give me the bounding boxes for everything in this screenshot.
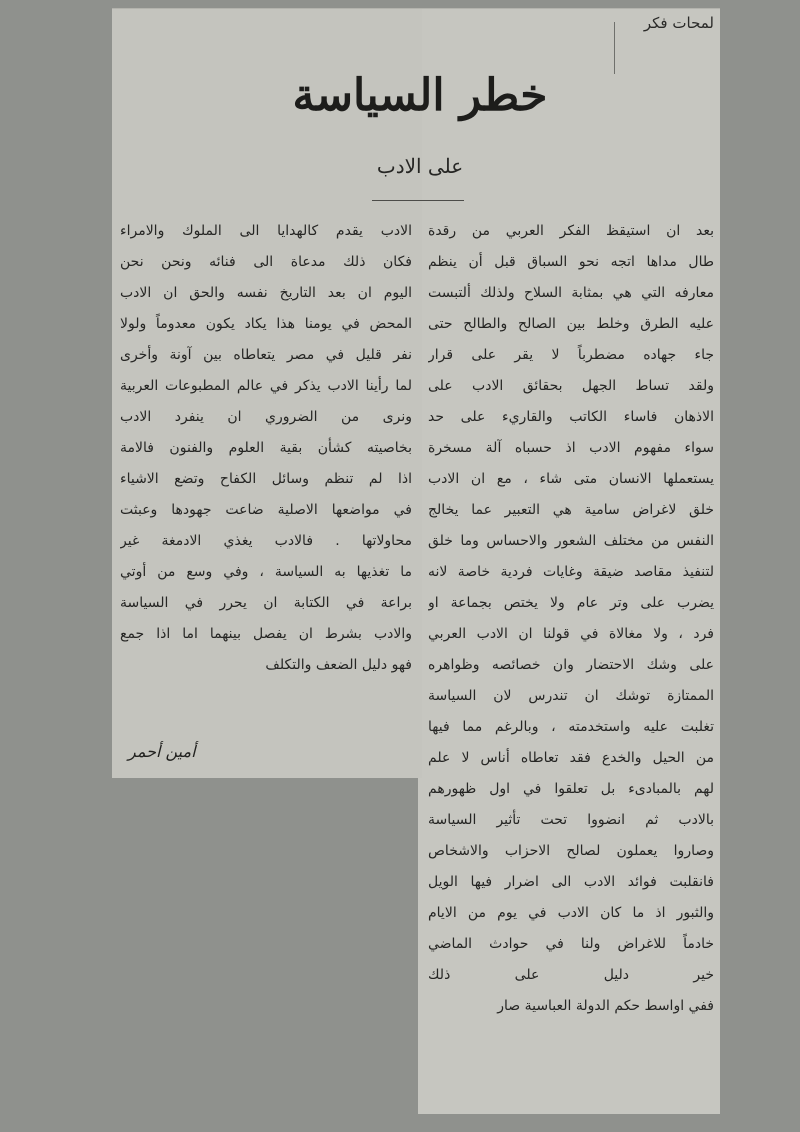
text-line: الادب يقدم كالهدايا الى الملوك والامراء — [120, 223, 412, 239]
text-line: عليه الطرق وخلط بين الصالح والطالح حتى — [428, 316, 714, 332]
text-line: خلق لاغراض سامية هي التعبير عما يخالج — [428, 502, 714, 518]
text-line: وصاروا يعملون لصالح الاحزاب والاشخاص — [428, 843, 714, 859]
text-line: ففي اواسط حكم الدولة العباسية صار — [497, 998, 714, 1014]
section-tag-divider — [614, 22, 615, 74]
article-column-right — [428, 216, 714, 1022]
text-line: على وشك الاحتضار وان خصائصه وظواهره — [428, 657, 714, 673]
text-line: يضرب على وتر عام ولا يختص بجماعة او — [428, 595, 714, 611]
text-line: خادماً للاغراض ولنا في حوادث الماضي — [428, 936, 714, 952]
text-line: براعة في الكتابة ان يحرر في السياسة — [120, 595, 412, 611]
text-line: فكان ذلك مدعاة الى فنائه ونحن نحن — [120, 254, 412, 270]
text-line: ما تغذيها به السياسة ، وفي وسع من أوتي — [120, 564, 412, 580]
title-divider — [372, 200, 464, 201]
text-line: والادب بشرط ان يفصل بينهما اما اذا جمع — [120, 626, 412, 642]
text-line: لما رأينا الادب يذكر في عالم المطبوعات العربية — [120, 378, 412, 394]
text-line: بعد ان استيقظ الفكر العربي من رقدة — [428, 223, 714, 239]
text-line: خير دليل على ذلك — [428, 967, 714, 983]
text-line: سواء مفهوم الادب اذ حسباه آلة مسخرة — [428, 440, 714, 456]
text-line: بخاصيته كشأن بقية العلوم والفنون فالامة — [120, 440, 412, 456]
article-column-left — [120, 216, 412, 681]
text-line: المحض في يومنا هذا يكاد يكون معدوماً ولولا — [120, 316, 412, 332]
text-line: في مواضعها الاصلية ضاعت جهودها وعبثت — [120, 502, 412, 518]
text-line: والثبور اذ ما كان الادب في يوم من الايام — [428, 905, 714, 921]
text-line: محاولاتها . فالادب يغذي الادمغة غير — [120, 533, 412, 549]
text-line: يستعملها الانسان متى شاء ، مع ان الادب — [428, 471, 714, 487]
paper-top-edge — [112, 8, 720, 9]
text-line: لتنفيذ مقاصد ضيقة وغايات فردية خاصة لانه — [428, 564, 714, 580]
text-line: فرد ، ولا مغالاة في قولنا ان الادب العربي — [428, 626, 714, 642]
text-line: بالادب ثم انضووا تحت تأثير السياسة — [428, 812, 714, 828]
text-line: فهو دليل الضعف والتكلف — [265, 657, 412, 673]
text-line: معارفه التي هي بمثابة السلاح ولذلك ألتبست — [428, 285, 714, 301]
text-line: من الحيل والخدع فقد تعاطاه أناس لا علم — [428, 750, 714, 766]
text-line: لهم بالمبادىء بل تعلقوا في اول ظهورهم — [428, 781, 714, 797]
text-line: ولقد تساط الجهل بحقائق الادب على — [428, 378, 714, 394]
section-tag: لمحات فكر — [643, 14, 714, 32]
text-line: النفس من مختلف الشعور والاحساس وما خلق — [428, 533, 714, 549]
article-subtitle: على الادب — [376, 154, 464, 178]
text-line: اليوم ان بعد التاريخ نفسه والحق ان الادب — [120, 285, 412, 301]
text-line: تغلبت عليه واستخدمته ، وبالرغم مما فيها — [428, 719, 714, 735]
text-line: الممتازة توشك ان تندرس لان السياسة — [428, 688, 714, 704]
article-title: خطر السياسة — [292, 70, 548, 121]
text-line: نفر قليل في مصر يتعاطاه بين آونة وأخرى — [120, 347, 412, 363]
text-line: اذا لم تنظم وسائل الكفاح وتضع الاشياء — [120, 471, 412, 487]
author-signature: أمين أحمر — [128, 742, 196, 761]
text-line: ونرى من الضروري ان ينفرد الادب — [120, 409, 412, 425]
text-line: جاء جهاده مضطرباً لا يقر على قرار — [428, 347, 714, 363]
text-line: الاذهان فاساء الكاتب والقاريء على حد — [428, 409, 714, 425]
text-line: طال مداها اتجه نحو السباق قبل أن ينظم — [428, 254, 714, 270]
text-line: فانقلبت فوائد الادب الى اضرار فيها الويل — [428, 874, 714, 890]
